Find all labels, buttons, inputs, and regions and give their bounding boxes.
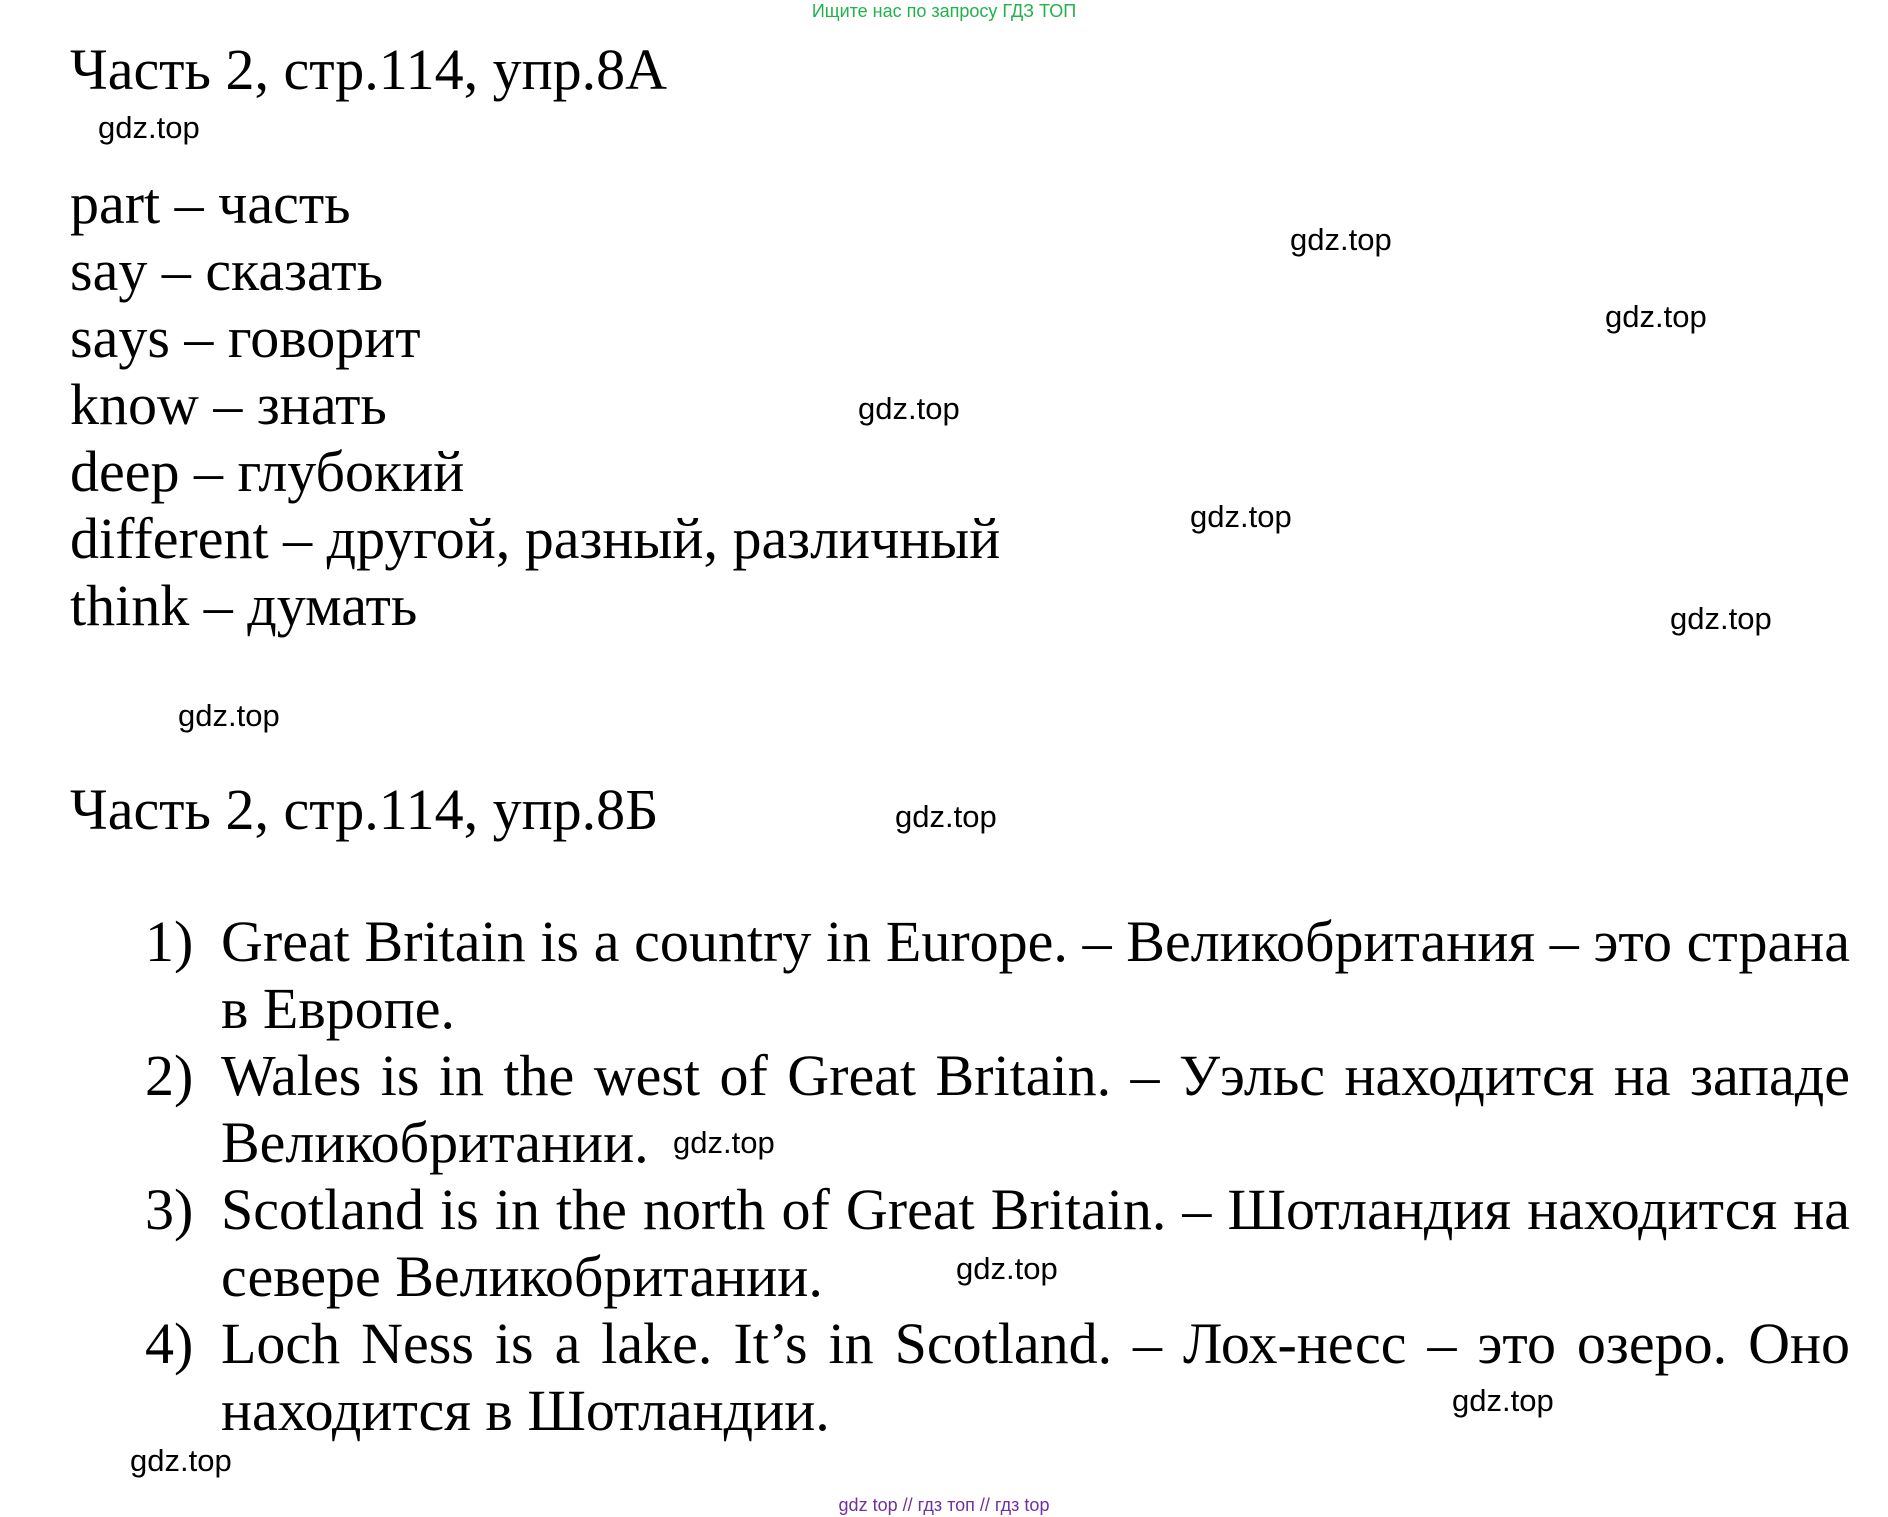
sentence-number: 3) bbox=[145, 1177, 194, 1242]
exercise-8b-heading: Часть 2, стр.114, упр.8Б bbox=[70, 777, 659, 842]
watermark: gdz.top bbox=[130, 1443, 232, 1478]
watermark: gdz.top bbox=[1670, 601, 1772, 636]
watermark: gdz.top bbox=[98, 110, 200, 145]
sentence-number: 1) bbox=[145, 909, 194, 974]
sentence-item bbox=[145, 1042, 1850, 1176]
vocab-item: different – другой, разный, различный bbox=[70, 506, 1001, 571]
sentence-item bbox=[145, 1176, 1850, 1310]
footer: gdz top // гдз топ // гдз top bbox=[838, 1495, 1050, 1515]
vocab-item: know – знать bbox=[70, 372, 387, 437]
sentence-item bbox=[145, 1310, 1850, 1444]
sentence-number: 4) bbox=[145, 1311, 194, 1376]
sentence-text: Loch Ness is a lake. It’s in Scotland. – Лох-несс – это озеро. Оно находится в Шотландии. bbox=[221, 1311, 1850, 1443]
sentence-text: Great Britain is a country in Europe. – Великобритания – это страна в Европе. bbox=[221, 909, 1850, 1041]
watermark: gdz.top bbox=[178, 698, 280, 733]
sentence-item bbox=[145, 908, 1850, 1042]
watermark: gdz.top bbox=[1605, 299, 1707, 334]
vocab-item: say – сказать bbox=[70, 238, 384, 303]
vocab-item: says – говорит bbox=[70, 305, 421, 370]
watermark: gdz.top bbox=[1290, 222, 1392, 257]
watermark: gdz.top bbox=[895, 799, 997, 834]
sentence-text: Scotland is in the north of Great Britain. – Шотландия находится на севере Великобритании. bbox=[221, 1177, 1850, 1309]
sentence-text: Wales is in the west of Great Britain. – Уэльс находится на западе Великобритании. bbox=[221, 1043, 1850, 1175]
watermark: gdz.top bbox=[1190, 499, 1292, 534]
watermark: gdz.top bbox=[858, 391, 960, 426]
vocab-item: part – часть bbox=[70, 171, 351, 236]
watermark: gdz.top bbox=[956, 1251, 1058, 1286]
sentence-number: 2) bbox=[145, 1043, 194, 1108]
top-banner: Ищите нас по запросу ГДЗ ТОП bbox=[811, 1, 1077, 21]
sentence-list bbox=[145, 908, 1850, 1444]
watermark: gdz.top bbox=[1452, 1383, 1554, 1418]
vocab-item: think – думать bbox=[70, 573, 418, 638]
exercise-8a-heading: Часть 2, стр.114, упр.8А bbox=[70, 37, 668, 102]
watermark: gdz.top bbox=[673, 1125, 775, 1160]
vocab-item: deep – глубокий bbox=[70, 439, 465, 504]
